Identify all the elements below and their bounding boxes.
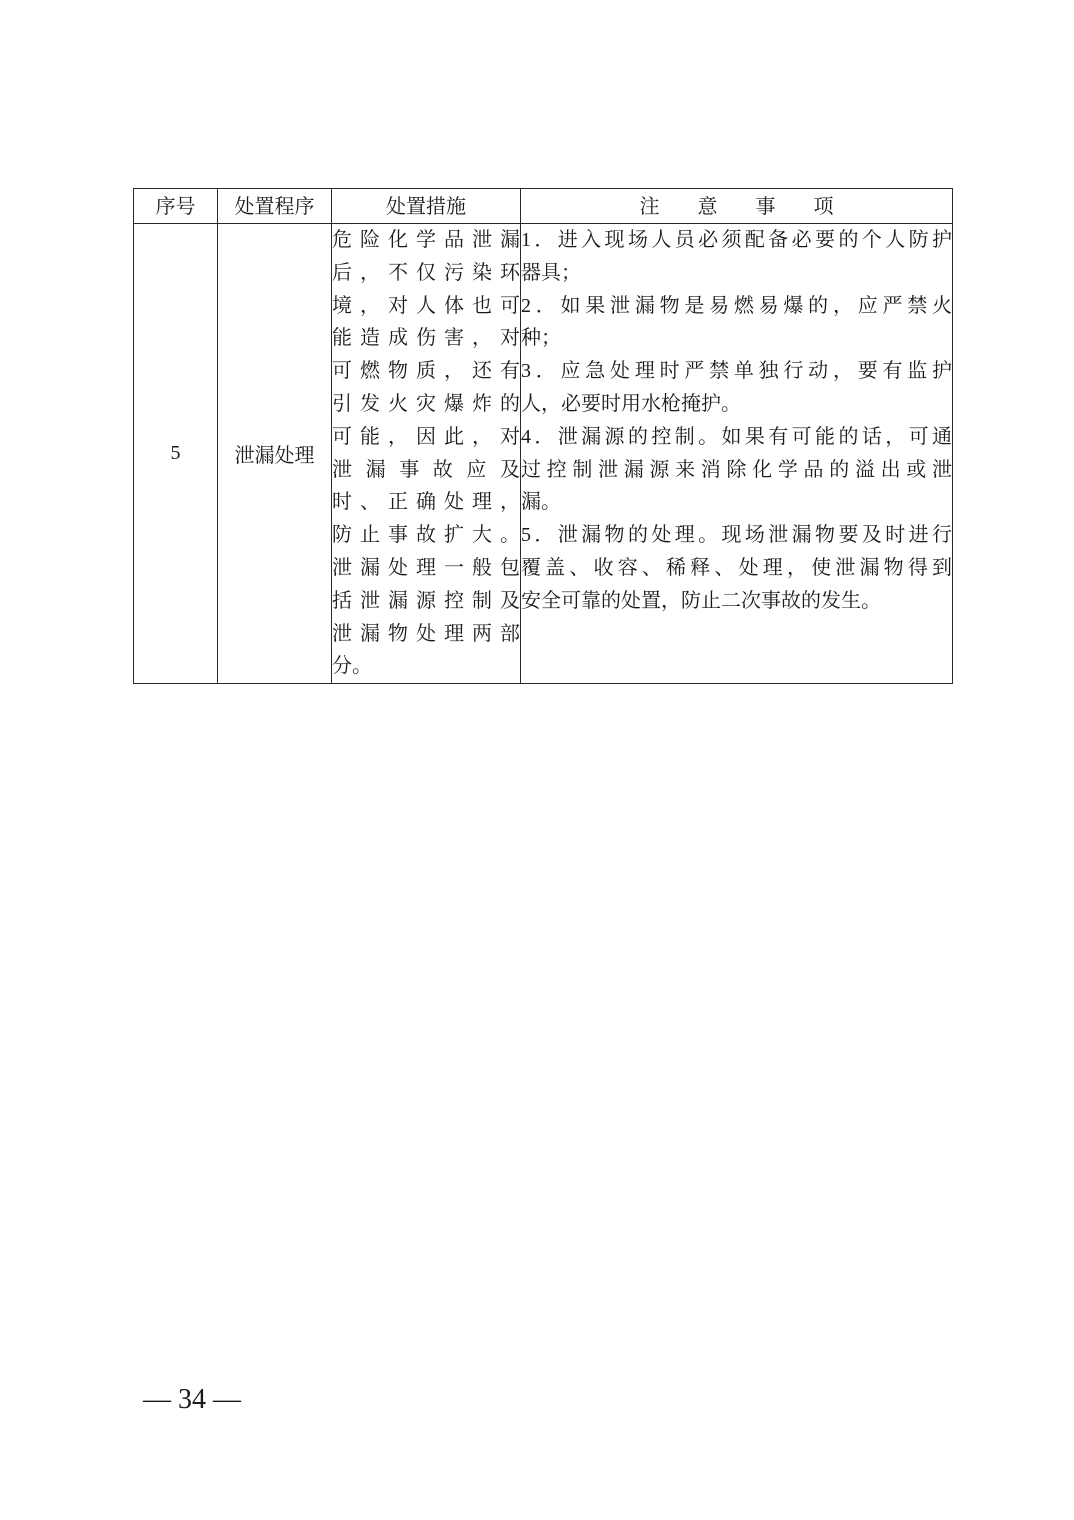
notes-line: 种； [521,327,561,350]
notes-line: 3．应急处理时严禁单独行动，要有监护 [521,360,952,383]
measures-line: 境，对人体也可 [332,294,520,317]
page-number: — 34 — [143,1384,241,1415]
measures-line: 泄漏物处理两部 [332,622,520,645]
notes-line: 2．如果泄漏物是易燃易爆的，应严禁火 [521,294,952,317]
notes-line: 安全可靠的处置，防止二次事故的发生。 [521,589,881,612]
cell-notes [521,224,953,684]
header-seq: 序号 [134,189,218,224]
measures-line: 引发火灾爆炸的 [332,392,520,415]
table-header-row [134,189,953,224]
notes-line: 1．进入现场人员必须配备必要的个人防护 [521,229,952,251]
measures-line: 括泄漏源控制及 [332,589,520,612]
cell-procedure: 泄漏处理 [218,224,332,684]
measures-line: 泄漏事故应及 [332,458,520,481]
measures-line: 可能，因此，对 [332,425,520,448]
measures-line: 能造成伤害，对 [332,327,520,350]
header-procedure: 处置程序 [218,189,332,224]
notes-line: 覆盖、收容、稀释、处理，使泄漏物得到 [521,556,952,579]
notes-line: 4．泄漏源的控制。如果有可能的话，可通 [521,425,952,448]
header-measures: 处置措施 [332,189,521,224]
measures-line: 可燃物质，还有 [332,360,520,383]
notes-line: 5．泄漏物的处理。现场泄漏物要及时进行 [521,524,952,547]
measures-line: 时、正确处理， [332,491,520,514]
table-row [134,224,953,684]
cell-measures [332,224,521,684]
measures-line: 后，不仅污染环 [332,261,520,284]
measures-line: 泄漏处理一般包 [332,556,520,579]
procedure-table [133,188,953,684]
notes-line: 人，必要时用水枪掩护。 [521,392,741,415]
notes-line: 过控制泄漏源来消除化学品的溢出或泄 [521,458,952,481]
measures-line: 防止事故扩大。 [332,524,520,547]
notes-line: 漏。 [521,491,561,514]
measures-line: 分。 [332,655,372,678]
cell-seq: 5 [134,224,218,684]
notes-line: 器具； [521,261,581,284]
header-notes: 注意事项 [521,189,953,224]
measures-line: 危险化学品泄漏 [332,229,520,251]
